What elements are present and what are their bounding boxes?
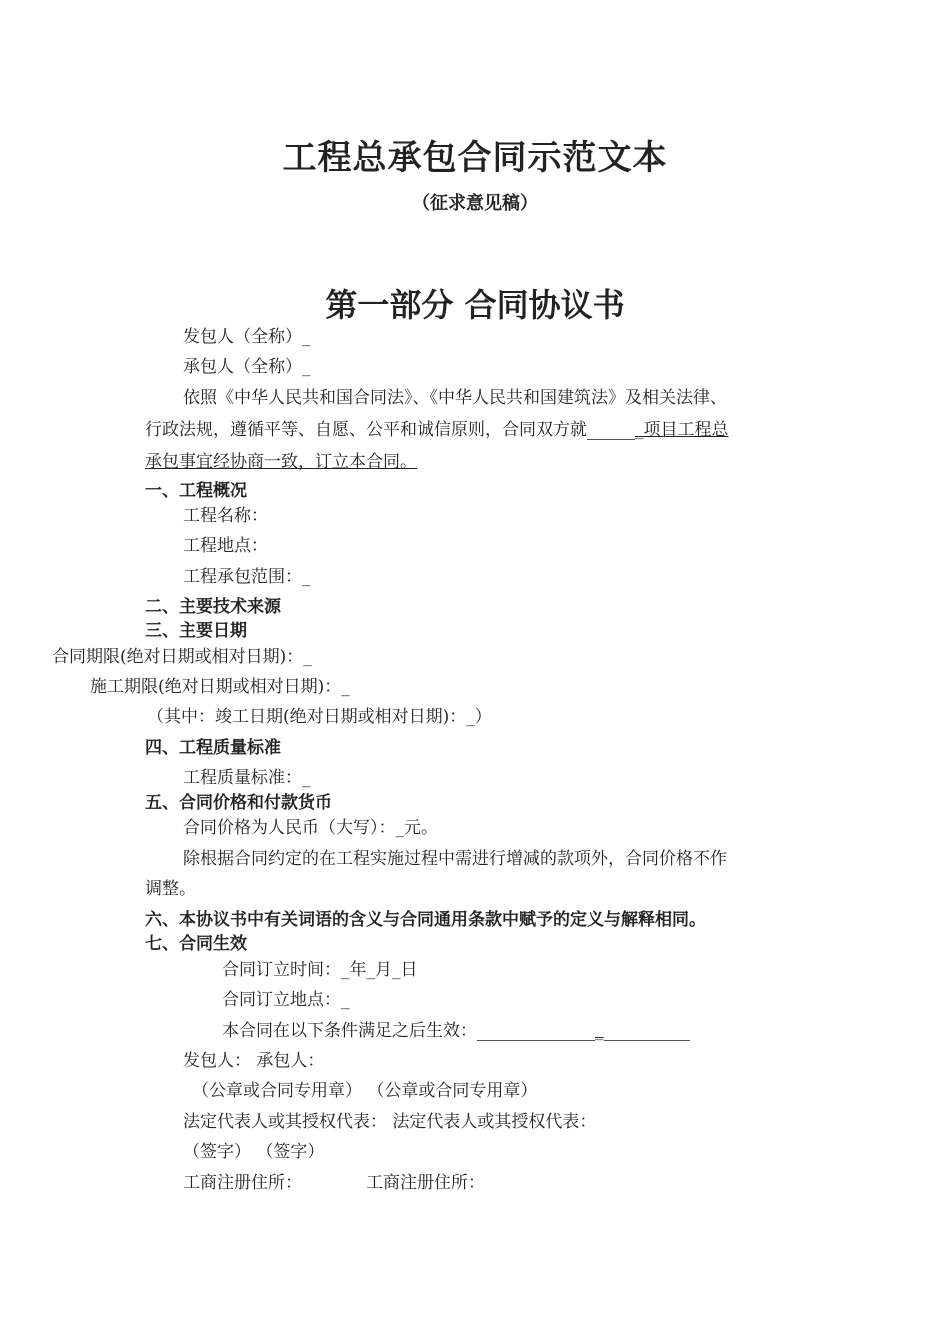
condition-blank-left — [477, 1022, 595, 1041]
part-title: 第一部分 合同协议书 — [325, 286, 625, 324]
section-6-heading: 六、本协议书中有关词语的含义与合同通用条款中赋予的定义与解释相同。 — [145, 910, 706, 930]
project-scope-field: 工程承包范围：_ — [183, 567, 311, 587]
document-title: 工程总承包合同示范文本 — [282, 138, 668, 178]
signature-sign: （签字） （签字） — [183, 1142, 325, 1162]
effective-condition-label: 本合同在以下条件满足之后生效： — [222, 1021, 477, 1041]
address-left: 工商注册住所： — [183, 1173, 302, 1193]
intro-line-2-underlined: _项目工程总 — [635, 420, 729, 440]
document-subtitle: （征求意见稿） — [412, 193, 538, 214]
contract-time-field: 合同订立时间：_年_月_日 — [222, 960, 418, 980]
address-right: 工商注册住所： — [366, 1173, 485, 1193]
signature-parties: 发包人： 承包人： — [183, 1051, 325, 1071]
completion-date-field: （其中：竣工日期(绝对日期或相对日期)：_） — [147, 707, 492, 727]
price-note-line-1: 除根据合同约定的在工程实施过程中需进行增减的款项外，合同价格不作 — [183, 849, 727, 869]
section-3-heading: 三、主要日期 — [145, 621, 247, 641]
intro-line-2 — [145, 420, 729, 440]
section-7-heading: 七、合同生效 — [145, 934, 247, 954]
section-1-heading: 一、工程概况 — [145, 481, 247, 501]
contract-place-field: 合同订立地点：_ — [222, 990, 350, 1010]
signature-seals: （公章或合同专用章） （公章或合同专用章） — [192, 1081, 538, 1101]
employer-line: 发包人（全称）_ — [183, 327, 311, 347]
condition-blank-mark: _ — [595, 1021, 604, 1041]
price-note-line-2: 调整。 — [145, 879, 196, 899]
project-name-blank — [587, 421, 635, 440]
section-5-heading: 五、合同价格和付款货币 — [145, 793, 332, 813]
intro-line-2-text: 行政法规，遵循平等、自愿、公平和诚信原则，合同双方就 — [145, 420, 587, 440]
effective-condition-field — [222, 1021, 690, 1041]
contract-price-field: 合同价格为人民币（大写）：_元。 — [183, 818, 438, 838]
contract-period-field: 合同期限(绝对日期或相对日期)：_ — [52, 647, 312, 667]
project-name-field: 工程名称： — [183, 506, 268, 526]
construction-period-field: 施工期限(绝对日期或相对日期)：_ — [90, 677, 350, 697]
contractor-line: 承包人（全称）_ — [183, 357, 311, 377]
section-4-heading: 四、工程质量标准 — [145, 738, 281, 758]
project-location-field: 工程地点： — [183, 536, 268, 556]
quality-standard-field: 工程质量标准：_ — [183, 768, 311, 788]
intro-line-3: 承包事宜经协商一致，订立本合同。 — [145, 452, 417, 472]
signature-representatives: 法定代表人或其授权代表： 法定代表人或其授权代表： — [183, 1112, 597, 1132]
intro-line-1: 依照《中华人民共和国合同法》、《中华人民共和国建筑法》及相关法律、 — [183, 388, 727, 408]
condition-blank-right — [604, 1022, 690, 1041]
section-2-heading: 二、主要技术来源 — [145, 597, 281, 617]
